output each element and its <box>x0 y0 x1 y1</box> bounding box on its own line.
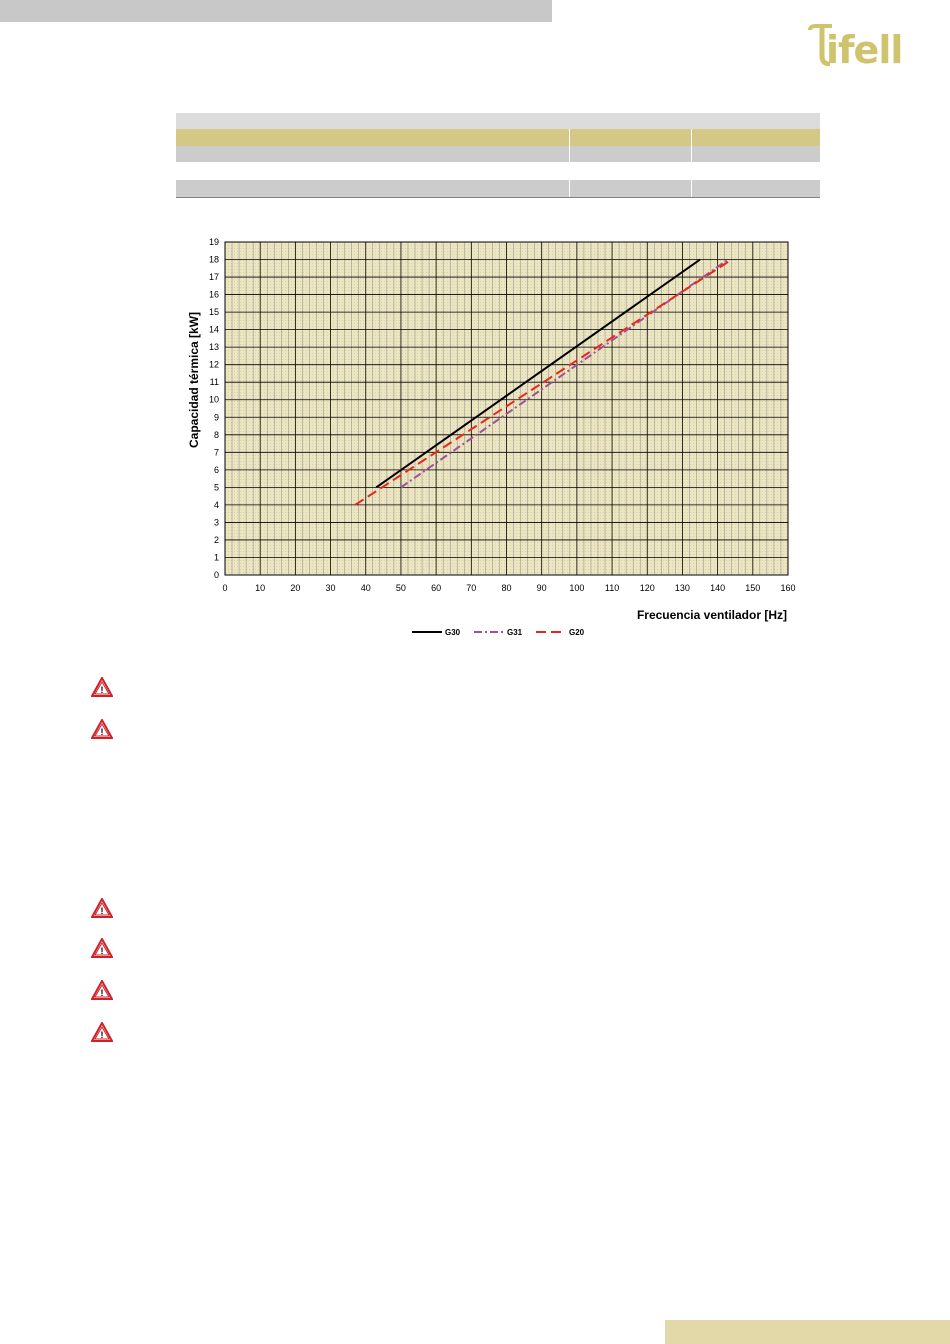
bottom-footer-bar <box>665 1320 950 1344</box>
tifell-logo <box>808 24 904 72</box>
x-tick-label: 10 <box>255 583 266 593</box>
y-tick-label: 0 <box>213 570 219 580</box>
y-tick-label: 12 <box>208 359 219 370</box>
y-tick-label: 7 <box>213 447 219 458</box>
y-tick-label: 14 <box>208 324 219 335</box>
y-tick-label: 8 <box>213 429 219 440</box>
table-header-row <box>176 113 820 129</box>
warning-triangle-icon <box>91 980 113 1000</box>
svg-text:!: ! <box>100 727 104 737</box>
x-tick-label: 20 <box>290 583 301 593</box>
x-tick-label: 100 <box>569 583 585 593</box>
table-row <box>176 129 820 146</box>
y-tick-label: 9 <box>213 412 219 423</box>
x-tick-label: 60 <box>431 583 442 593</box>
y-tick-label: 11 <box>209 377 219 388</box>
warning-triangle-icon <box>91 677 113 697</box>
x-tick-label: 140 <box>710 583 726 593</box>
x-axis-label: Frecuencia ventilador [Hz] <box>636 608 787 622</box>
warning-triangle-icon <box>91 1022 113 1042</box>
capacity-chart <box>180 230 800 650</box>
x-tick-label: 90 <box>536 583 547 593</box>
y-axis-label: Capacidad térmica [kW] <box>187 311 201 449</box>
y-tick-label: 5 <box>213 482 219 493</box>
y-tick-label: 13 <box>208 342 219 353</box>
y-tick-label: 4 <box>213 499 219 510</box>
y-tick-label: 15 <box>208 307 219 318</box>
chart-svg <box>180 230 800 650</box>
svg-text:!: ! <box>100 988 104 998</box>
table-row <box>176 162 820 180</box>
svg-text:!: ! <box>100 906 104 916</box>
table-row <box>176 180 820 198</box>
chart-legend <box>412 628 585 637</box>
y-tick-label: 1 <box>213 552 219 563</box>
warning-triangle-icon <box>91 938 113 958</box>
x-tick-label: 130 <box>674 583 690 593</box>
y-tick-label: 16 <box>208 289 219 300</box>
x-tick-label: 110 <box>604 583 620 593</box>
y-tick-label: 6 <box>213 464 219 475</box>
x-tick-label: 0 <box>222 583 228 593</box>
warning-triangle-icon <box>91 898 113 918</box>
svg-text:!: ! <box>100 946 104 956</box>
x-tick-label: 40 <box>360 583 371 593</box>
y-tick-label: 10 <box>208 394 219 405</box>
spec-table <box>176 113 820 198</box>
x-tick-label: 50 <box>395 583 406 593</box>
y-tick-label: 19 <box>208 237 219 247</box>
x-tick-label: 30 <box>325 583 336 593</box>
legend-label-g30: G30 <box>445 628 461 637</box>
y-tick-label: 2 <box>213 534 219 545</box>
warning-triangle-icon <box>91 719 113 739</box>
svg-text:!: ! <box>100 685 104 695</box>
legend-label-g20: G20 <box>569 628 585 637</box>
table-row <box>176 146 820 162</box>
y-tick-label: 17 <box>208 272 219 283</box>
x-tick-label: 80 <box>501 583 512 593</box>
x-tick-label: 160 <box>780 583 796 593</box>
top-header-bar <box>0 0 552 22</box>
logo-text: ifell <box>826 28 903 72</box>
x-tick-label: 120 <box>639 583 655 593</box>
y-tick-label: 18 <box>208 254 219 265</box>
x-tick-label: 70 <box>466 583 477 593</box>
y-tick-label: 3 <box>213 517 219 528</box>
x-tick-label: 150 <box>745 583 761 593</box>
svg-text:!: ! <box>100 1030 104 1040</box>
legend-label-g31: G31 <box>507 628 523 637</box>
